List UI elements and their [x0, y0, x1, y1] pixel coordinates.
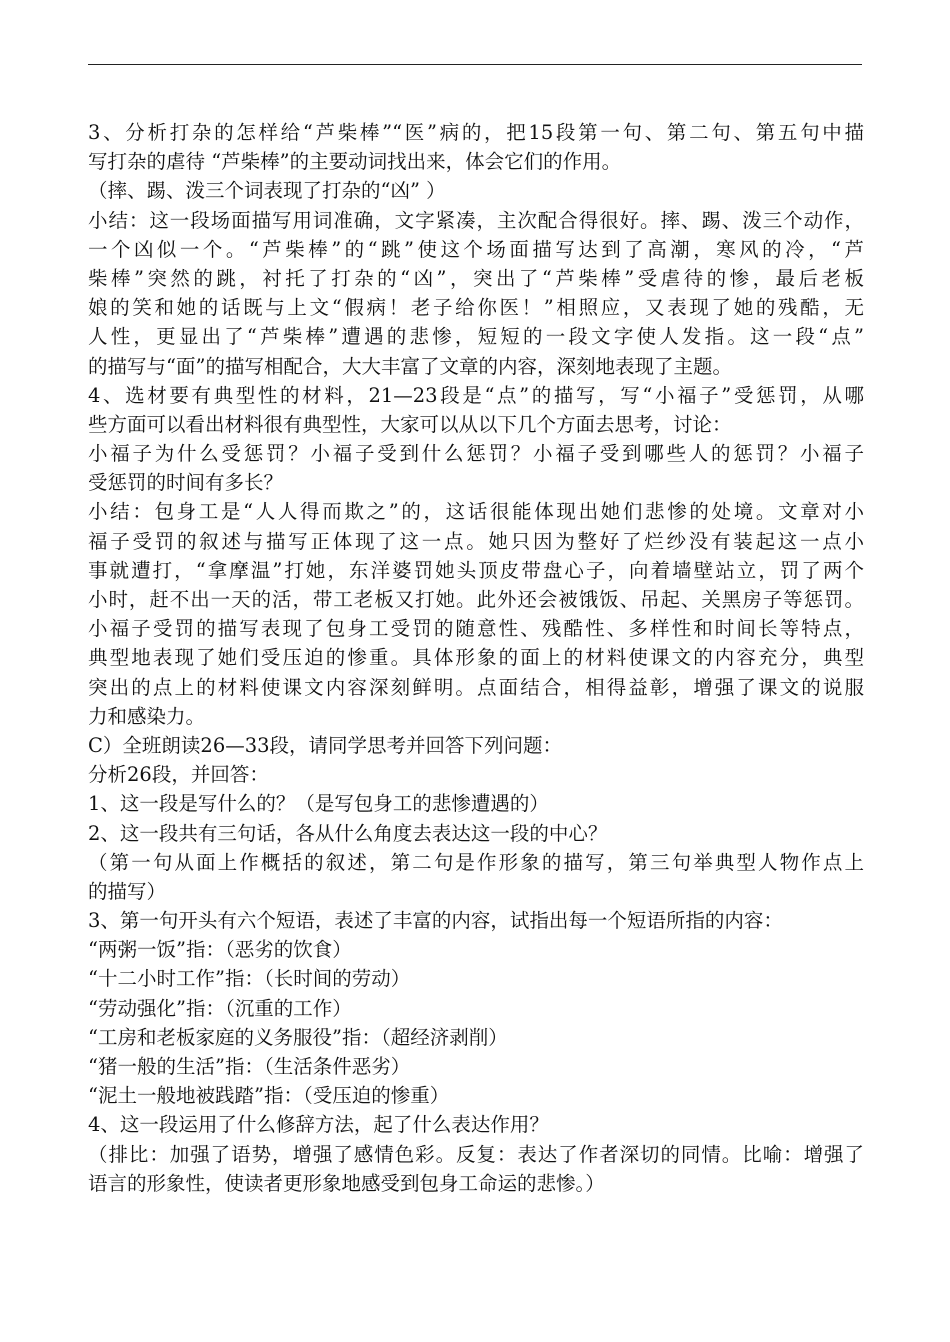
text-line: “工房和老板家庭的义务服役”指：（超经济剥削）: [88, 1025, 508, 1049]
text-line: C）全班朗读26—33段，请同学思考并回答下列问题：: [88, 733, 563, 757]
text-line: 的描写与“面”的描写相配合，大大丰富了文章的内容，深刻地表现了主题。: [88, 354, 732, 378]
text-line: “十二小时工作”指：（长时间的劳动）: [88, 967, 411, 991]
text-line: 力和感染力。: [88, 704, 206, 728]
text-line: 4、这一段运用了什么修辞方法，起了什么表达作用？: [88, 1113, 549, 1137]
text-line: 写打杂的虐待 “芦柴棒”的主要动词找出来，体会它们的作用。: [88, 150, 622, 174]
text-line: （摔、踢、泼三个词表现了打杂的“凶” ）: [88, 179, 446, 203]
text-line: 小结：包身工是“人人得而欺之”的，这话很能体现出她们悲惨的处境。文章对小: [88, 500, 864, 524]
text-line: “猪一般的生活”指：（生活条件恶劣）: [88, 1055, 411, 1078]
text-line: 1、这一段是写什么的？（是写包身工的悲惨遭遇的）: [88, 792, 549, 816]
text-line: 小时，赶不出一天的活，带工老板又打她。此外还会被饿饭、吊起、关黑房子等惩罚。: [88, 588, 864, 611]
text-line: 娘的笑和她的话既与上文“假病！老子给你医！”相照应，又表现了她的残酷，无: [88, 296, 864, 320]
text-line: 分析26段，并回答：: [88, 763, 269, 787]
text-line: （第一句从面上作概括的叙述，第二句是作形象的描写，第三句举典型人物作点上: [88, 850, 864, 874]
text-line: 典型地表现了她们受压迫的惨重。具体形象的面上的材料使课文的内容充分，典型: [88, 646, 864, 670]
text-line: （排比：加强了语势，增强了感情色彩。反复：表达了作者深切的同情。比喻：增强了: [88, 1142, 864, 1166]
text-line: 小福子受罚的描写表现了包身工受罚的随意性、残酷性、多样性和时间长等特点，: [88, 617, 864, 641]
text-line: 突出的点上的材料使课文内容深刻鲜明。点面结合，相得益彰，增强了课文的说服: [88, 675, 864, 699]
text-line: 3、分析打杂的怎样给“芦柴棒”“医”病的，把15段第一句、第二句、第五句中描: [88, 121, 864, 144]
text-line: 人性，更显出了“芦柴棒”遭遇的悲惨，短短的一段文字使人发指。这一段“点”: [88, 325, 864, 349]
text-line: 的描写）: [88, 879, 167, 903]
text-line: 小福子为什么受惩罚？小福子受到什么惩罚？小福子受到哪些人的惩罚？小福子: [88, 442, 864, 466]
text-line: 2、这一段共有三句话，各从什么角度去表达这一段的中心？: [88, 821, 608, 845]
text-line: 语言的形象性，使读者更形象地感受到包身工命运的悲惨。）: [88, 1171, 605, 1195]
text-line: 事就遭打，“拿摩温”打她，东洋婆罚她头顶皮带盘心子，向着墙壁站立，罚了两个: [88, 558, 864, 582]
text-line: 3、第一句开头有六个短语，表述了丰富的内容，试指出每一个短语所指的内容：: [88, 909, 783, 933]
text-line: “两粥一饭”指：（恶劣的饮食）: [88, 938, 352, 962]
document-body: [88, 118, 864, 1198]
text-line: 柴棒”突然的跳，衬托了打杂的“凶”，突出了“芦柴棒”受虐待的惨，最后老板: [88, 266, 864, 290]
text-line: “劳动强化”指：（沉重的工作）: [88, 996, 352, 1020]
text-line: 小结：这一段场面描写用词准确，文字紧凑，主次配合得很好。摔、踢、泼三个动作，: [88, 208, 864, 232]
text-line: 一个凶似一个。“芦柴棒”的“跳”使这个场面描写达到了高潮，寒风的冷，“芦: [88, 237, 864, 261]
text-line: 些方面可以看出材料很有典型性，大家可以从以下几个方面去思考，讨论：: [88, 412, 732, 436]
text-line: 受惩罚的时间有多长？: [88, 471, 284, 495]
header-rule: [88, 64, 862, 65]
text-line: 4、选材要有典型性的材料，21—23段是“点”的描写，写“小福子”受惩罚，从哪: [88, 383, 864, 407]
text-line: “泥土一般地被践踏”指：（受压迫的惨重）: [88, 1084, 450, 1108]
text-line: 福子受罚的叙述与描写正体现了这一点。她只因为整好了烂纱没有装起这一点小: [88, 529, 864, 553]
